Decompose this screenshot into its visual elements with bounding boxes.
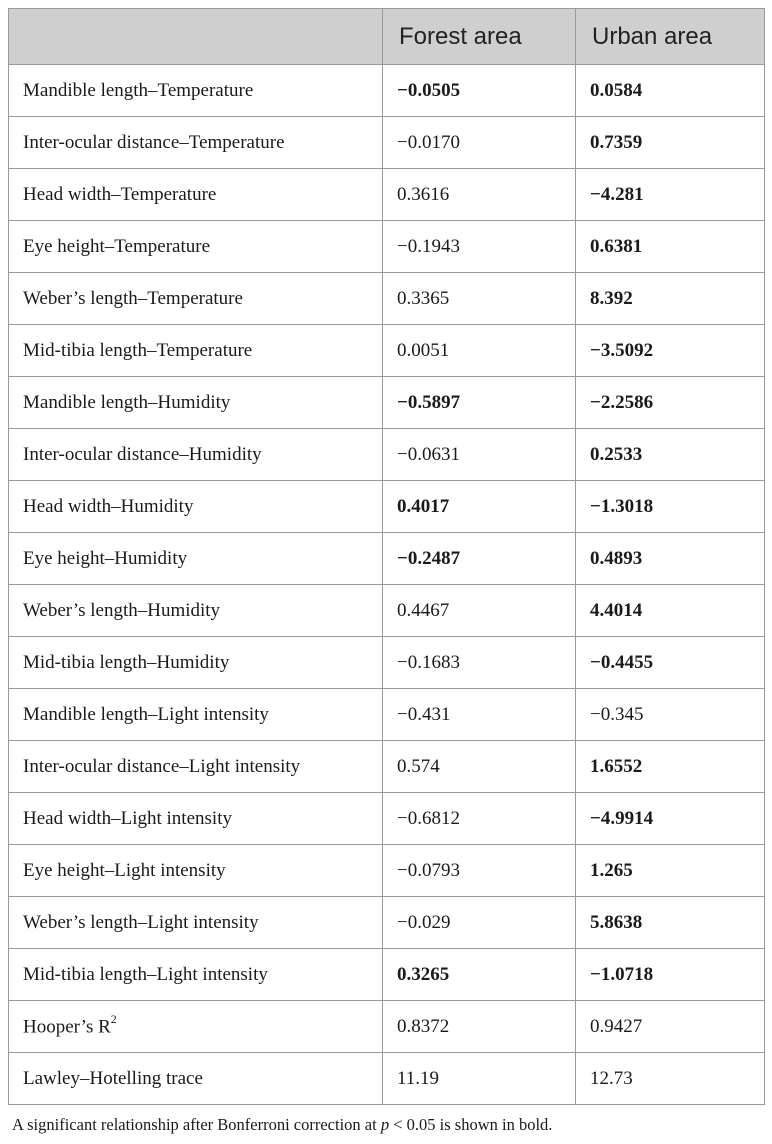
header-forest-area: Forest area: [383, 9, 576, 65]
row-label: Inter-ocular distance–Temperature: [9, 117, 383, 169]
urban-value: 4.4014: [576, 585, 765, 637]
forest-value: 0.3365: [383, 273, 576, 325]
table-row: [9, 117, 765, 169]
row-label: Mandible length–Light intensity: [9, 689, 383, 741]
lawley-hotelling-row: [9, 1053, 765, 1105]
table-row: [9, 481, 765, 533]
footnote-text-end: < 0.05 is shown in bold.: [389, 1115, 553, 1134]
table-row: [9, 793, 765, 845]
table-row: [9, 949, 765, 1001]
hooper-r2-text: Hooper’s R: [23, 1016, 111, 1038]
forest-value: −0.0505: [383, 65, 576, 117]
table-row: [9, 65, 765, 117]
row-label: Mid-tibia length–Light intensity: [9, 949, 383, 1001]
row-label: Eye height–Temperature: [9, 221, 383, 273]
hooper-r2-label: [9, 1001, 383, 1053]
urban-value: −4.9914: [576, 793, 765, 845]
row-label: Eye height–Light intensity: [9, 845, 383, 897]
row-label: Weber’s length–Humidity: [9, 585, 383, 637]
urban-value: −0.345: [576, 689, 765, 741]
row-label: Mid-tibia length–Temperature: [9, 325, 383, 377]
table-row: [9, 377, 765, 429]
urban-value: 12.73: [576, 1053, 765, 1105]
forest-value: 0.8372: [383, 1001, 576, 1053]
forest-value: 0.4017: [383, 481, 576, 533]
table-row: [9, 221, 765, 273]
row-label: Head width–Humidity: [9, 481, 383, 533]
table-row: [9, 169, 765, 221]
urban-value: −2.2586: [576, 377, 765, 429]
table-row: [9, 845, 765, 897]
forest-value: −0.0793: [383, 845, 576, 897]
footnote-p-symbol: p: [380, 1115, 390, 1134]
table-row: [9, 585, 765, 637]
forest-value: −0.1943: [383, 221, 576, 273]
row-label: Mandible length–Temperature: [9, 65, 383, 117]
forest-value: −0.431: [383, 689, 576, 741]
table-row: [9, 429, 765, 481]
results-table-container: [8, 8, 764, 1135]
table-row: [9, 325, 765, 377]
forest-value: 0.3616: [383, 169, 576, 221]
urban-value: −3.5092: [576, 325, 765, 377]
urban-value: 5.8638: [576, 897, 765, 949]
forest-value: −0.2487: [383, 533, 576, 585]
urban-value: −1.3018: [576, 481, 765, 533]
urban-value: 1.265: [576, 845, 765, 897]
urban-value: 0.6381: [576, 221, 765, 273]
row-label: Mid-tibia length–Humidity: [9, 637, 383, 689]
table-row: [9, 533, 765, 585]
table-row: [9, 637, 765, 689]
forest-value: −0.0631: [383, 429, 576, 481]
table-row: [9, 273, 765, 325]
row-label: Inter-ocular distance–Light intensity: [9, 741, 383, 793]
urban-value: 1.6552: [576, 741, 765, 793]
urban-value: 0.9427: [576, 1001, 765, 1053]
forest-value: −0.6812: [383, 793, 576, 845]
table-row: [9, 897, 765, 949]
lawley-hotelling-label: Lawley–Hotelling trace: [9, 1053, 383, 1105]
forest-value: −0.5897: [383, 377, 576, 429]
row-label: Weber’s length–Temperature: [9, 273, 383, 325]
urban-value: −0.4455: [576, 637, 765, 689]
urban-value: 0.2533: [576, 429, 765, 481]
urban-value: 8.392: [576, 273, 765, 325]
urban-value: 0.0584: [576, 65, 765, 117]
row-label: Mandible length–Humidity: [9, 377, 383, 429]
table-body: [9, 65, 765, 1105]
forest-value: −0.0170: [383, 117, 576, 169]
header-empty-cell: [9, 9, 383, 65]
row-label: Head width–Light intensity: [9, 793, 383, 845]
forest-value: −0.1683: [383, 637, 576, 689]
forest-value: −0.029: [383, 897, 576, 949]
urban-value: 0.4893: [576, 533, 765, 585]
urban-value: 0.7359: [576, 117, 765, 169]
row-label: Inter-ocular distance–Humidity: [9, 429, 383, 481]
hooper-r2-superscript: 2: [110, 1012, 117, 1027]
results-table: [8, 8, 765, 1105]
urban-value: −1.0718: [576, 949, 765, 1001]
table-row: [9, 741, 765, 793]
forest-value: 0.4467: [383, 585, 576, 637]
table-row: [9, 689, 765, 741]
header-urban-area: Urban area: [576, 9, 765, 65]
row-label: Head width–Temperature: [9, 169, 383, 221]
hooper-r2-row: [9, 1001, 765, 1053]
forest-value: 0.0051: [383, 325, 576, 377]
row-label: Weber’s length–Light intensity: [9, 897, 383, 949]
header-row: [9, 9, 765, 65]
urban-value: −4.281: [576, 169, 765, 221]
row-label: Eye height–Humidity: [9, 533, 383, 585]
forest-value: 11.19: [383, 1053, 576, 1105]
forest-value: 0.574: [383, 741, 576, 793]
forest-value: 0.3265: [383, 949, 576, 1001]
table-footnote: [8, 1115, 764, 1135]
footnote-text-start: A significant relationship after Bonferroni correction at: [12, 1115, 381, 1134]
